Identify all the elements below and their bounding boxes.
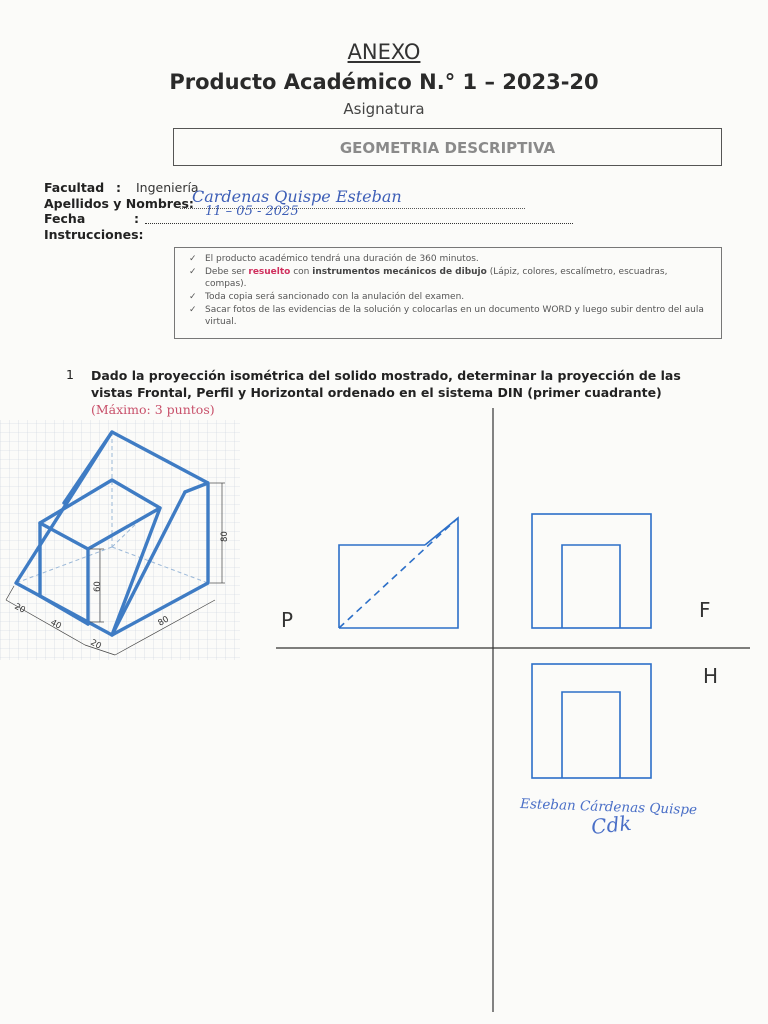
check-icon: ✓: [189, 254, 197, 264]
horizontal-view: [532, 664, 651, 778]
document-title: Producto Académico N.° 1 – 2023-20: [169, 70, 599, 94]
dimension-label: 20: [88, 637, 103, 652]
instruction-bold: instrumentos mecánicos de dibujo: [312, 267, 487, 277]
grid-background: [0, 420, 240, 660]
isometric-figure: [0, 420, 240, 660]
question-number: 1: [66, 367, 74, 382]
faculty-separator: :: [116, 180, 121, 195]
name-handwritten: Cardenas Quispe Esteban: [192, 187, 402, 206]
view-label-horizontal: H: [703, 664, 719, 688]
check-icon: ✓: [189, 292, 197, 302]
dimension-label: 60: [93, 581, 103, 592]
hidden-edge: [339, 518, 458, 628]
dimension-label: 80: [220, 531, 230, 542]
instruction-text-part: (Lápiz, colores, escalímetro, escuadras, compas).: [205, 267, 668, 289]
faculty-label: Facultad: [44, 180, 105, 195]
signature-name: Esteban Cárdenas Quispe: [519, 796, 698, 819]
instructions-label: Instrucciones:: [44, 227, 144, 242]
dimension-label: 20: [12, 601, 27, 616]
instruction-text: Sacar fotos de las evidencias de la solución y colocarlas en un documento WORD y luego subir dentro del aula virtual.: [205, 305, 704, 327]
projection-axes: [276, 408, 750, 1012]
question-statement: Dado la proyección isométrica del solido mostrado, determinar la proyección de las vistas Frontal, Perfil y Horizontal ordenado en el sistema DIN (primer cuadrante): [91, 368, 681, 400]
signature-mark: Cdk: [590, 810, 633, 839]
instruction-text-part: con: [290, 267, 313, 277]
view-label-frontal: F: [699, 598, 711, 622]
course-name: GEOMETRIA DESCRIPTIVA: [339, 139, 556, 157]
date-label: Fecha: [44, 211, 86, 226]
name-label: Apellidos y Nombres:: [44, 196, 194, 211]
view-label-profile: P: [281, 608, 294, 632]
profile-view: [339, 518, 458, 628]
instruction-text: El producto académico tendrá una duración de 360 minutos.: [205, 254, 479, 264]
faculty-value: Ingeniería: [136, 180, 199, 195]
date-handwritten: 11 – 05 - 2025: [205, 204, 299, 219]
instruction-highlight: resuelto: [248, 267, 291, 277]
question-points: (Máximo: 3 puntos): [91, 402, 215, 417]
frontal-view: [532, 514, 651, 628]
annex-heading: ANEXO: [347, 40, 421, 64]
date-separator: :: [134, 211, 139, 226]
check-icon: ✓: [189, 267, 197, 277]
dimension-label: 80: [156, 614, 171, 629]
instruction-text-part: Debe ser: [205, 267, 249, 277]
subject-label: Asignatura: [343, 100, 425, 118]
instruction-text: Toda copia será sancionado con la anulación del examen.: [205, 292, 465, 302]
check-icon: ✓: [189, 305, 197, 315]
dimension-label: 40: [48, 617, 63, 632]
